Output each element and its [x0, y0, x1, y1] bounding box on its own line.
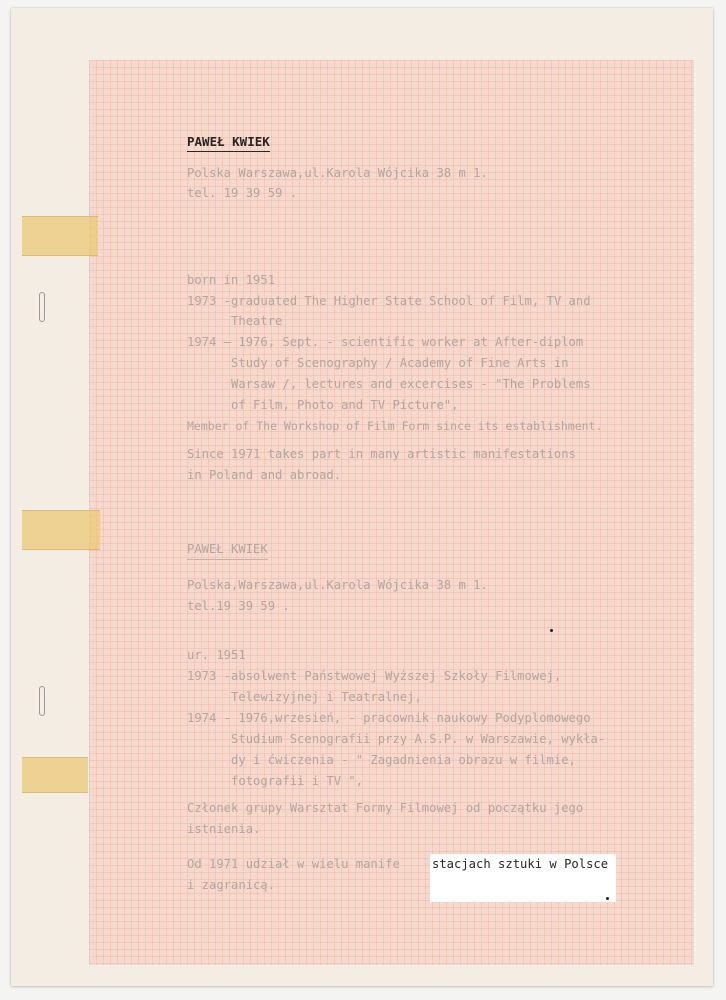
polish-line: Telewizyjnej i Teatralnej, [187, 690, 422, 704]
english-line: 1973 -graduated The Higher State School of Film, TV and [187, 294, 591, 308]
english-line: born in 1951 [187, 273, 276, 287]
english-address: Polska Warszawa,ul.Karola Wójcika 38 m 1. [187, 166, 488, 180]
tape-strip-top [22, 216, 98, 256]
english-line: Warsaw /, lectures and excercises - "The Problems [187, 377, 591, 391]
polish-line: 1973 -absolwent Państwowej Wyższej Szkoły Filmowej, [187, 669, 562, 683]
tape-strip-middle [22, 510, 100, 550]
overlay-typed-text: stacjach sztuki w Polsce [432, 857, 609, 871]
speck [606, 897, 609, 900]
polish-line: dy i ćwiczenia - " Zagadnienia obrazu w filmie, [187, 753, 576, 767]
tape-strip-bottom [22, 757, 88, 793]
polish-line: 1974 - 1976,wrzesień, - pracownik naukowy Podyplomowego [187, 711, 591, 725]
polish-line: Członek grupy Warsztat Formy Filmowej od początku jego [187, 801, 584, 815]
speck [550, 629, 553, 632]
staple-bottom [39, 686, 45, 716]
polish-line: istnienia. [187, 822, 261, 836]
polish-phone: tel.19 39 59 . [187, 599, 290, 613]
polish-address: Polska,Warszawa,ul.Karola Wójcika 38 m 1. [187, 578, 488, 592]
polish-line: fotografii i TV ", [187, 774, 364, 788]
polish-line: Od 1971 udział w wielu manife [187, 857, 400, 871]
graph-paper-area [89, 60, 694, 965]
english-line: Theatre [187, 314, 283, 328]
english-line: Since 1971 takes part in many artistic manifestations [187, 447, 576, 461]
english-line: Study of Scenography / Academy of Fine Arts in [187, 356, 569, 370]
polish-name-heading: PAWEŁ KWIEK [187, 542, 268, 560]
polish-line: Studium Scenografii przy A.S.P. w Warszawie, wykła- [187, 732, 606, 746]
english-name-heading: PAWEŁ KWIEK [187, 134, 270, 152]
english-line: Member of The Workshop of Film Form since its establishment. [187, 419, 603, 433]
english-line: of Film, Photo and TV Picture", [187, 398, 459, 412]
english-line: 1974 – 1976, Sept. - scientific worker at After-diplom [187, 335, 584, 349]
staple-top [39, 292, 45, 322]
polish-line: i zagranicą. [187, 878, 276, 892]
polish-line: ur. 1951 [187, 648, 246, 662]
english-line: in Poland and abroad. [187, 468, 342, 482]
english-phone: tel. 19 39 59 . [187, 186, 298, 200]
